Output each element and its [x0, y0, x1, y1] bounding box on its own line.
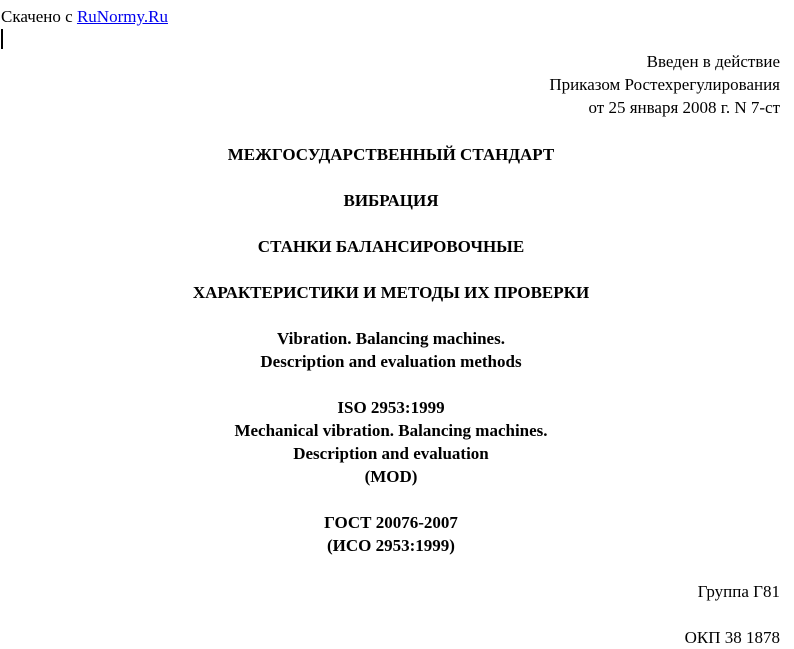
english-title-line-1: Vibration. Balancing machines. [277, 329, 505, 348]
approval-line-2: Приказом Ростехрегулирования [549, 75, 780, 94]
group-code: Группа Г81 [697, 582, 780, 601]
source-line [1, 5, 168, 28]
topic-heading: ВИБРАЦИЯ [343, 191, 439, 210]
iso-modification: (MOD) [364, 467, 418, 486]
source-prefix: Скачено с [1, 7, 77, 26]
gost-iso-equivalent: (ИСО 2953:1999) [327, 536, 455, 555]
approval-line-1: Введен в действие [646, 52, 780, 71]
runormy-link[interactable]: RuNormy.Ru [76, 7, 168, 26]
text-cursor [1, 29, 3, 49]
approval-block [549, 50, 780, 119]
iso-reference [0, 396, 782, 488]
scope-heading: ХАРАКТЕРИСТИКИ И МЕТОДЫ ИХ ПРОВЕРКИ [192, 283, 590, 302]
okp-code: ОКП 38 1878 [684, 628, 780, 647]
iso-title-line-1: Mechanical vibration. Balancing machines. [234, 421, 548, 440]
english-title [0, 327, 782, 373]
iso-title-line-2: Description and evaluation [293, 444, 489, 463]
english-title-line-2: Description and evaluation methods [260, 352, 522, 371]
iso-number: ISO 2953:1999 [337, 398, 445, 417]
subject-heading: СТАНКИ БАЛАНСИРОВОЧНЫЕ [257, 237, 525, 256]
gost-designation [0, 511, 782, 557]
standard-type-heading: МЕЖГОСУДАРСТВЕННЫЙ СТАНДАРТ [227, 145, 555, 164]
approval-line-3: от 25 января 2008 г. N 7-ст [588, 98, 780, 117]
gost-number: ГОСТ 20076-2007 [324, 513, 458, 532]
